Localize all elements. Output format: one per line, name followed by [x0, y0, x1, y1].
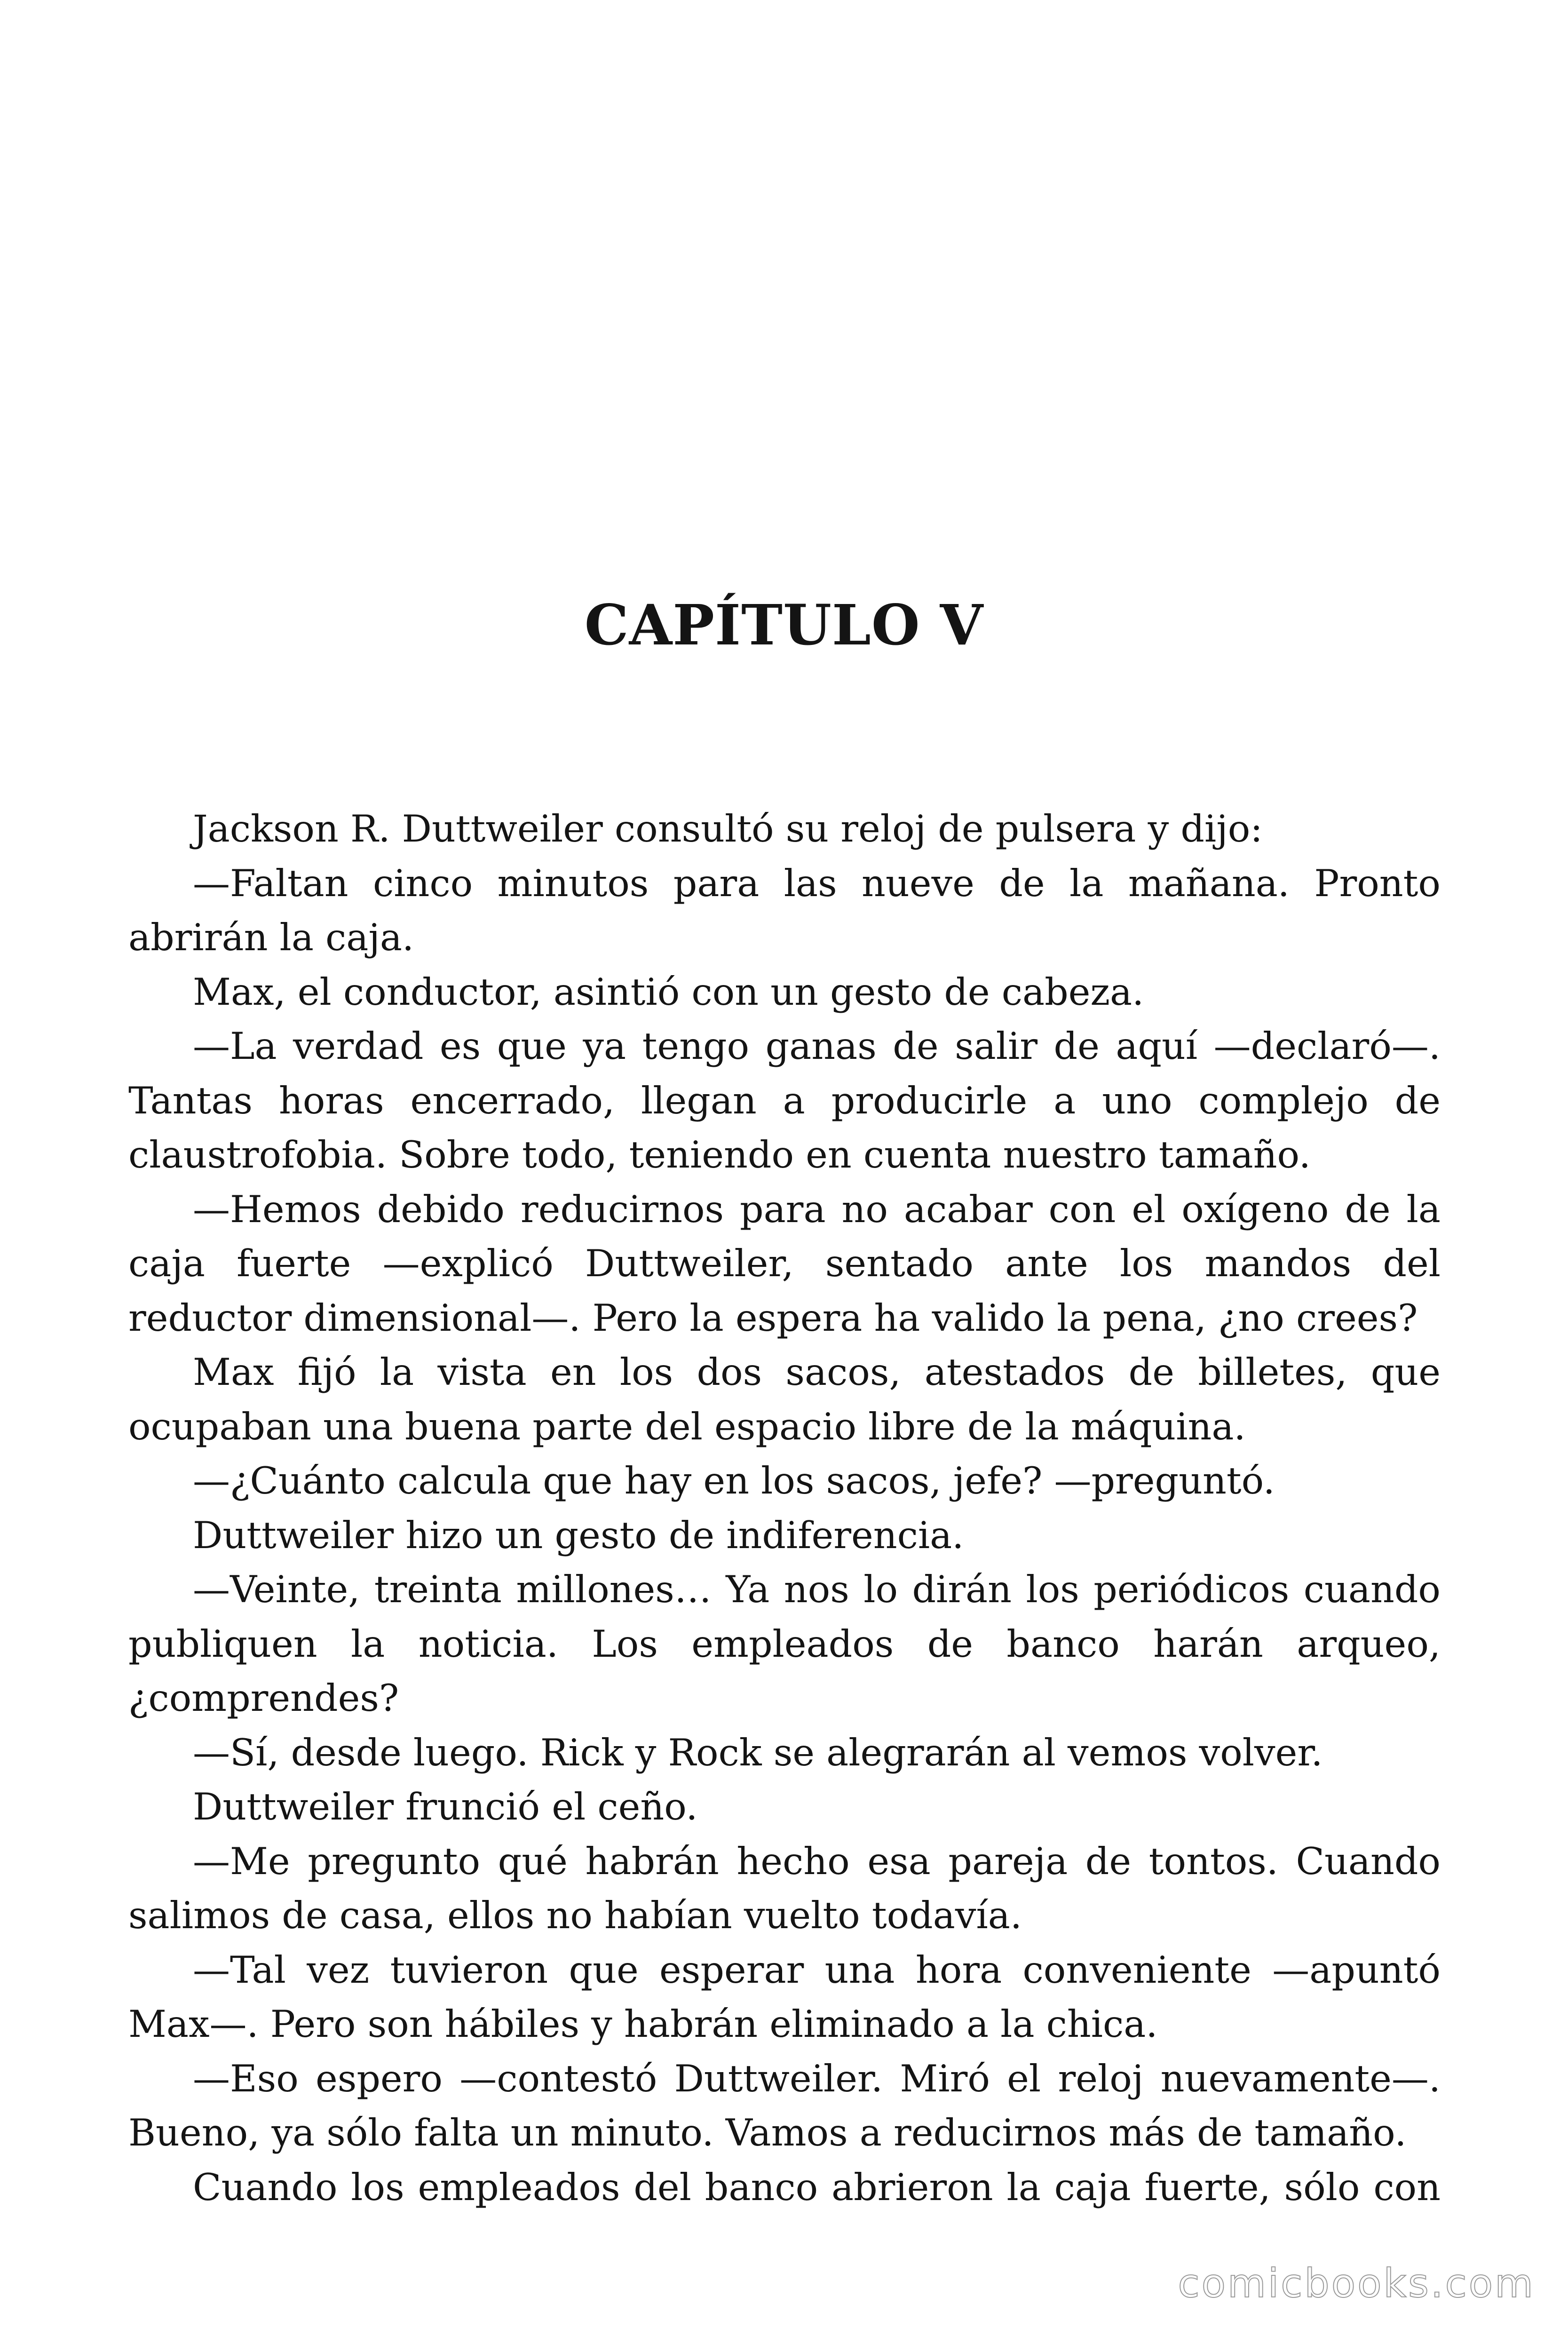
paragraph: Jackson R. Duttweiler consultó su reloj de pulsera y dijo:: [193, 807, 1263, 850]
paragraph: —La verdad es que ya tengo ganas de salir de aquí —declaró—. Tantas horas encerrado, llegan a producirle a uno complejo de claustrofobia. Sobre todo, teniendo en cuenta nuestro tamaño.: [128, 1025, 1441, 1176]
paragraph: —¿Cuánto calcula que hay en los sacos, jefe? —preguntó.: [193, 1459, 1275, 1502]
paragraph: —Tal vez tuvieron que esperar una hora conveniente —apuntó Max—. Pero son hábiles y habrán eliminado a la chica.: [128, 1948, 1441, 2046]
paragraph-continued: Cuando los empleados del banco abrieron la caja fuerte, sólo con: [193, 2165, 1441, 2209]
chapter-title: CAPÍTULO V: [584, 592, 984, 658]
paragraph: —Sí, desde luego. Rick y Rock se alegrarán al vemos volver.: [193, 1731, 1323, 1774]
paragraph: Duttweiler hizo un gesto de indiferencia.: [193, 1513, 964, 1557]
paragraph: —Hemos debido reducirnos para no acabar con el oxígeno de la caja fuerte —explicó Duttweiler, sentado ante los mandos del reductor dimensional—. Pero la espera ha valido la pena, ¿no crees?: [128, 1187, 1441, 1340]
paragraph: —Eso espero —contestó Duttweiler. Miró el reloj nuevamente—. Bueno, ya sólo falta un minuto. Vamos a reducirnos más de tamaño.: [128, 2057, 1441, 2154]
paragraph: Duttweiler frunció el ceño.: [193, 1785, 698, 1828]
paragraph: —Faltan cinco minutos para las nueve de la mañana. Pronto abrirán la caja.: [128, 861, 1441, 959]
watermark: comicbooks.com: [1178, 2260, 1535, 2306]
paragraph: —Me pregunto qué habrán hecho esa pareja de tontos. Cuando salimos de casa, ellos no habían vuelto todavía.: [128, 1839, 1441, 1937]
paragraph: Max, el conductor, asintió con un gesto de cabeza.: [193, 970, 1144, 1014]
paragraph: —Veinte, treinta millones… Ya nos lo dirán los periódicos cuando publiquen la noticia. Los empleados de banco harán arqueo, ¿comprendes?: [128, 1568, 1441, 1720]
paragraph: Max fijó la vista en los dos sacos, atestados de billetes, que ocupaban una buena parte del espacio libre de la máquina.: [128, 1351, 1441, 1448]
chapter-body: [128, 802, 1441, 2215]
